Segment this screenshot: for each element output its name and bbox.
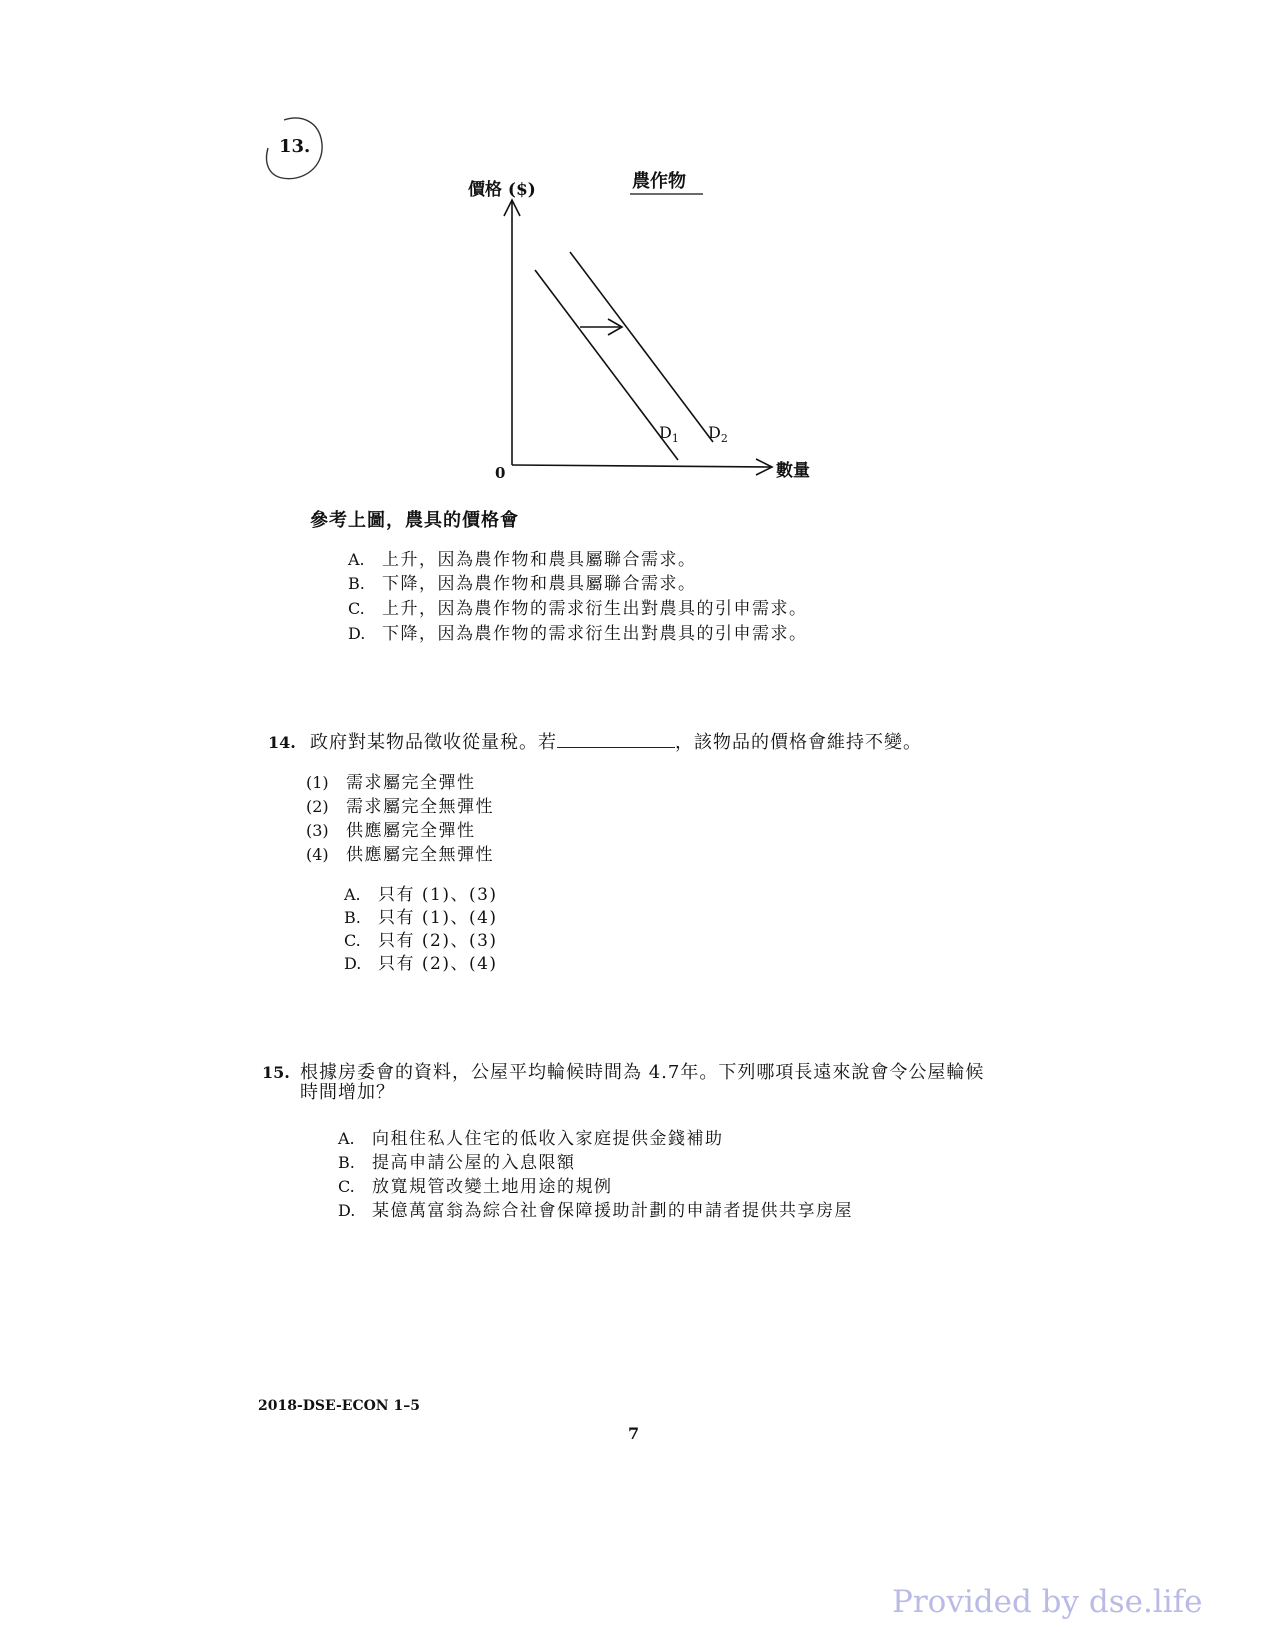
curve-d2-label: $D_2$	[708, 423, 728, 445]
question-15	[0, 1040, 1275, 1260]
statement-text: 需求屬完全無彈性	[346, 797, 494, 817]
statement-2	[306, 792, 494, 817]
option-b[interactable]	[348, 569, 697, 594]
question-number: 14.	[268, 733, 296, 752]
option-text: 只有 (1)、(3)	[378, 885, 498, 905]
answer-blank	[557, 729, 675, 748]
y-axis-label: 價格 ($)	[468, 180, 536, 200]
option-a[interactable]	[344, 880, 498, 905]
statement-4	[306, 840, 494, 865]
paper-code: 2018-DSE-ECON 1–5	[258, 1398, 420, 1414]
option-text: 上升，因為農作物和農具屬聯合需求。	[382, 550, 697, 570]
option-letter: B.	[344, 908, 361, 927]
option-letter: C.	[338, 1177, 355, 1196]
option-letter: C.	[348, 599, 365, 618]
option-letter: B.	[348, 574, 365, 593]
option-text: 只有 (2)、(4)	[378, 954, 498, 974]
question-13	[0, 0, 1275, 700]
statement-number: (1)	[306, 773, 329, 792]
question-number: 13.	[279, 136, 311, 157]
option-text: 向租住私人住宅的低收入家庭提供金錢補助	[372, 1129, 724, 1149]
option-letter: D.	[348, 624, 366, 643]
option-text: 放寬規管改變土地用途的規例	[372, 1177, 613, 1197]
question-stem: 參考上圖，農具的價格會	[310, 510, 519, 531]
stem-before-blank: 政府對某物品徵收從量稅。若	[310, 732, 557, 753]
option-text: 某億萬富翁為綜合社會保障援助計劃的申請者提供共享房屋	[372, 1201, 853, 1221]
option-b[interactable]	[344, 903, 498, 928]
option-d[interactable]	[344, 949, 498, 974]
option-a[interactable]	[348, 545, 697, 570]
stem-after-blank: ，該物品的價格會維持不變。	[675, 732, 922, 753]
demand-shift-chart	[440, 160, 840, 500]
curve-d1-label: $D_1$	[659, 423, 679, 445]
stem-text: 根據房委會的資料，公屋平均輪候時間為 4.7年。下列哪項長遠來說會令公屋輪候	[300, 1062, 985, 1083]
statement-number: (2)	[306, 797, 329, 816]
statement-text: 供應屬完全彈性	[346, 821, 476, 841]
origin-label: 0	[495, 464, 506, 482]
option-text: 提高申請公屋的入息限額	[372, 1153, 576, 1173]
question-number: 15.	[262, 1063, 290, 1082]
question-14	[0, 700, 1275, 1030]
option-letter: D.	[344, 954, 362, 973]
option-letter: A.	[338, 1129, 355, 1148]
option-b[interactable]	[338, 1148, 576, 1173]
statement-number: (3)	[306, 821, 329, 840]
statement-number: (4)	[306, 845, 329, 864]
option-a[interactable]	[338, 1124, 724, 1149]
question-stem	[268, 728, 922, 754]
chart-title: 農作物	[632, 171, 686, 192]
x-axis	[512, 465, 770, 467]
page-number: 7	[628, 1424, 640, 1443]
statement-text: 供應屬完全無彈性	[346, 845, 494, 865]
option-text: 只有 (1)、(4)	[378, 908, 498, 928]
question-stem-line-2: 時間增加？	[300, 1082, 395, 1103]
x-axis-label: 數量	[776, 461, 810, 481]
option-letter: A.	[348, 550, 365, 569]
watermark: Provided by dse.life	[892, 1584, 1203, 1620]
option-c[interactable]	[348, 594, 808, 619]
demand-curve-d2	[570, 252, 713, 442]
option-letter: D.	[338, 1201, 356, 1220]
option-text: 下降，因為農作物和農具屬聯合需求。	[382, 574, 697, 594]
option-text: 下降，因為農作物的需求衍生出對農具的引申需求。	[382, 624, 808, 644]
option-c[interactable]	[338, 1172, 613, 1197]
option-text: 上升，因為農作物的需求衍生出對農具的引申需求。	[382, 599, 808, 619]
statement-text: 需求屬完全彈性	[346, 773, 476, 793]
option-letter: C.	[344, 931, 361, 950]
option-d[interactable]	[338, 1196, 853, 1221]
statement-1	[306, 768, 476, 793]
option-letter: B.	[338, 1153, 355, 1172]
option-letter: A.	[344, 885, 361, 904]
option-d[interactable]	[348, 619, 808, 644]
option-c[interactable]	[344, 926, 498, 951]
option-text: 只有 (2)、(3)	[378, 931, 498, 951]
demand-curve-d1	[535, 270, 678, 460]
statement-3	[306, 816, 476, 841]
